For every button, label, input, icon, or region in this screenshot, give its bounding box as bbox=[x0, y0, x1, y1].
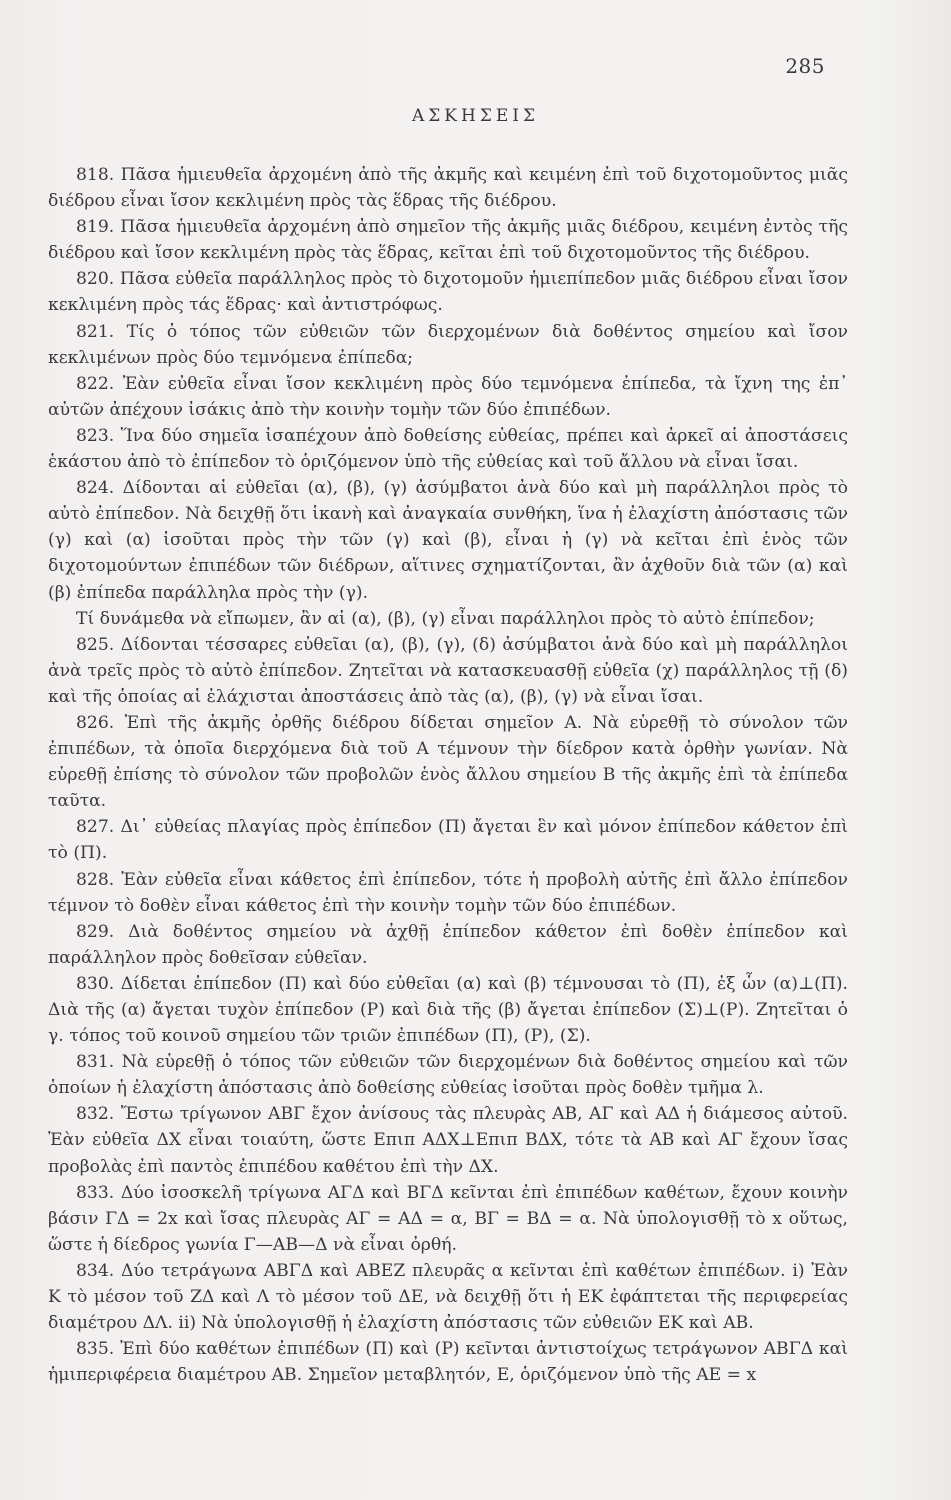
exercise-835 bbox=[48, 1336, 848, 1388]
exercise-number: 818. bbox=[76, 165, 115, 185]
exercise-text: Δι᾽ εὐθείας πλαγίας πρὸς ἐπίπεδον (Π) ἄγεται ἓν καὶ μόνον ἐπίπεδον κάθετον ἐπὶ τὸ (Π). bbox=[48, 817, 848, 864]
exercise-number: 832. bbox=[76, 1104, 115, 1125]
exercise-text: Ἐὰν εὐθεῖα εἶναι ἴσον κεκλιμένη πρὸς δύο τεμνόμενα ἐπίπεδα, τὰ ἴχνη της ἐπ᾽ αὐτῶν ἀπέχουν ἰσάκις ἀπὸ τὴν κοινὴν τομὴν τῶν δύο ἐπιπέδων. bbox=[48, 373, 848, 420]
exercise-825 bbox=[48, 632, 848, 710]
exercise-text: Δίδονται τέσσαρες εὐθεῖαι (α), (β), (γ), (δ) ἀσύμβατοι ἀνὰ δύο καὶ μὴ παράλληλοι ἀνὰ τρεῖς πρὸς τὸ αὐτὸ ἐπίπεδον. Ζητεῖται νὰ κατασκευασθῇ εὐθεῖα (χ) παράλληλος τῇ (δ) καὶ τῆς ὁποίας αἱ ἐλάχισται ἀποστάσεις ἀπὸ τὰς (α), (β), (γ) νὰ εἶναι ἴσαι. bbox=[48, 634, 848, 707]
section-heading: ΑΣΚΗΣΕΙΣ bbox=[412, 106, 539, 126]
exercise-818 bbox=[48, 162, 848, 214]
exercise-820 bbox=[48, 266, 848, 318]
exercise-number: 824. bbox=[76, 478, 115, 499]
exercise-text: Δύο ἰσοσκελῆ τρίγωνα ΑΓΔ καὶ ΒΓΔ κεῖνται ἐπὶ ἐπιπέδων καθέτων, ἔχουν κοινὴν βάσιν ΓΔ = 2x καὶ ἴσας πλευρὰς ΑΓ = ΑΔ = α, ΒΓ = ΒΔ = α. Νὰ ὑπολογισθῇ τὸ x οὕτως, ὥστε ἡ δίεδρος γωνία Γ—ΑΒ—Δ νὰ εἶναι ὀρθή. bbox=[48, 1182, 848, 1255]
exercise-text: Πᾶσα ἡμιευθεῖα ἀρχομένη ἀπὸ σημεῖον τῆς ἀκμῆς μιᾶς διέδρου, κειμένη ἐντὸς τῆς διέδρου καὶ ἴσον κεκλιμένη πρὸς τὰς ἕδρας, κεῖται ἐπὶ τοῦ διχοτομοῦντος τῆς διέδρου. bbox=[48, 217, 848, 264]
exercise-number: 829. bbox=[76, 921, 115, 942]
exercise-827 bbox=[48, 814, 848, 866]
exercise-823 bbox=[48, 423, 848, 475]
exercise-824 bbox=[48, 475, 848, 605]
exercise-text: Πᾶσα ἡμιευθεῖα ἀρχομένη ἀπὸ τῆς ἀκμῆς καὶ κειμένη ἐπὶ τοῦ διχοτομοῦντος μιᾶς διέδρου εἶναι ἴσον κεκλιμένη πρὸς τὰς ἕδρας τῆς διέδρου. bbox=[48, 165, 848, 212]
exercise-824-followup bbox=[48, 606, 848, 632]
exercise-text: Δύο τετράγωνα ΑΒΓΔ καὶ ΑΒΕΖ πλευρᾶς α κεῖνται ἐπὶ καθέτων ἐπιπέδων. i) Ἐὰν Κ τὸ μέσον τοῦ ΖΔ καὶ Λ τὸ μέσον τοῦ ΔΕ, νὰ δειχθῇ ὅτι ἡ ΕΚ ἐφάπτεται τῆς περιφερείας διαμέτρου ΔΛ. ii) Νὰ ὑπολογισθῇ ἡ ἐλαχίστη ἀπόστασις τῶν εὐθειῶν ΕΚ καὶ ΑΒ. bbox=[48, 1260, 848, 1334]
page-number: 285 bbox=[785, 54, 825, 78]
exercise-number: 833. bbox=[76, 1182, 115, 1203]
exercise-text: Πᾶσα εὐθεῖα παράλληλος πρὸς τὸ διχοτομοῦν ἡμιεπίπεδον μιᾶς διέδρου εἶναι ἴσον κεκλιμένη πρὸς τάς ἕδρας· καὶ ἀντιστρόφως. bbox=[48, 269, 848, 316]
exercise-826 bbox=[48, 710, 848, 814]
exercise-number: 825. bbox=[76, 634, 115, 655]
exercise-text: Νὰ εὑρεθῇ ὁ τόπος τῶν εὐθειῶν τῶν διερχομένων διὰ δοθέντος σημείου καὶ τῶν ὁποίων ἡ ἐλαχίστη ἀπόστασις ἀπὸ δοθείσης εὐθείας ἰσοῦται πρὸς δοθὲν τμῆμα λ. bbox=[48, 1052, 848, 1099]
exercise-list bbox=[48, 162, 848, 1388]
exercise-833 bbox=[48, 1180, 848, 1258]
exercise-text: Ἐὰν εὐθεῖα εἶναι κάθετος ἐπὶ ἐπίπεδον, τότε ἡ προβολὴ αὐτῆς ἐπὶ ἄλλο ἐπίπεδον τέμνον τὸ δοθὲν εἶναι κάθετος ἐπὶ τὴν κοινὴν τομὴν τῶν δύο ἐπιπέδων. bbox=[48, 869, 848, 916]
exercise-text: Δίδεται ἐπίπεδον (Π) καὶ δύο εὐθεῖαι (α) καὶ (β) τέμνουσαι τὸ (Π), ἐξ ὧν (α)⊥(Π). Διὰ τῆς (α) ἄγεται τυχὸν ἐπίπεδον (Ρ) καὶ διὰ τῆς (β) ἄγεται ἐπίπεδον (Σ)⊥(Ρ). Ζητεῖται ὁ γ. τόπος τοῦ κοινοῦ σημείου τῶν τριῶν ἐπιπέδων (Π), (Ρ), (Σ). bbox=[48, 973, 848, 1047]
exercise-832 bbox=[48, 1101, 848, 1179]
exercise-number: 827. bbox=[76, 817, 115, 838]
exercise-text: Ἔστω τρίγωνον ΑΒΓ ἔχον ἀνίσους τὰς πλευρὰς ΑΒ, ΑΓ καὶ ΑΔ ἡ διάμεσος αὐτοῦ. Ἐὰν εὐθεῖα ΔΧ εἶναι τοιαύτη, ὥστε Επιπ ΑΔΧ⊥Επιπ ΒΔΧ, τότε τὰ ΑΒ καὶ ΑΓ ἔχουν ἴσας προβολὰς ἐπὶ παντὸς ἐπιπέδου καθέτου ἐπὶ τὴν ΔΧ. bbox=[48, 1104, 848, 1177]
exercise-text: Ἐπὶ δύο καθέτων ἐπιπέδων (Π) καὶ (Ρ) κεῖνται ἀντιστοίχως τετράγωνον ΑΒΓΔ καὶ ἡμιπεριφέρεια διαμέτρου ΑΒ. Σημεῖον μεταβλητόν, Ε, ὁριζόμενον ὑπὸ τῆς ΑΕ = x bbox=[48, 1339, 848, 1386]
exercise-number: 822. bbox=[76, 373, 115, 394]
exercise-number: 821. bbox=[76, 321, 115, 342]
exercise-number: 831. bbox=[76, 1052, 115, 1073]
exercise-number: 820. bbox=[76, 269, 115, 290]
exercise-number: 835. bbox=[76, 1339, 115, 1360]
exercise-number: 826. bbox=[76, 712, 115, 733]
exercise-text: Διὰ δοθέντος σημείου νὰ ἀχθῇ ἐπίπεδον κάθετον ἐπὶ δοθὲν ἐπίπεδον καὶ παράλληλον πρὸς δοθεῖσαν εὐθεῖαν. bbox=[48, 921, 848, 968]
exercise-829 bbox=[48, 919, 848, 971]
exercise-number: 834. bbox=[76, 1260, 115, 1281]
exercise-828 bbox=[48, 867, 848, 919]
exercise-831 bbox=[48, 1049, 848, 1101]
exercise-text: Ἐπὶ τῆς ἀκμῆς ὀρθῆς διέδρου δίδεται σημεῖον Α. Νὰ εὑρεθῇ τὸ σύνολον τῶν ἐπιπέδων, τὰ ὁποῖα διερχόμενα διὰ τοῦ Α τέμνουν τὴν δίεδρον κατὰ ὀρθὴν γωνίαν. Νὰ εὑρεθῇ ἐπίσης τὸ σύνολον τῶν προβολῶν ἑνὸς ἄλλου σημείου Β τῆς ἀκμῆς ἐπὶ τὰ ἐπίπεδα ταῦτα. bbox=[48, 712, 849, 812]
exercise-834 bbox=[48, 1258, 848, 1336]
exercise-830 bbox=[48, 971, 848, 1049]
exercise-text: Τί δυνάμεθα νὰ εἴπωμεν, ἂν αἱ (α), (β), (γ) εἶναι παράλληλοι πρὸς τὸ αὐτὸ ἐπίπεδον; bbox=[76, 608, 815, 629]
exercise-819 bbox=[48, 214, 848, 266]
exercise-number: 819. bbox=[76, 217, 115, 238]
exercise-822 bbox=[48, 371, 848, 423]
exercise-text: Δίδονται αἱ εὐθεῖαι (α), (β), (γ) ἀσύμβατοι ἀνὰ δύο καὶ μὴ παράλληλοι πρὸς τὸ αὐτὸ ἐπίπεδον. Νὰ δειχθῇ ὅτι ἱκανὴ καὶ ἀναγκαία συνθήκη, ἵνα ἡ ἐλαχίστη ἀπόστασις τῶν (γ) καὶ (α) ἰσοῦται πρὸς τὴν τῶν (γ) καὶ (β), εἶναι ἡ (γ) νὰ κεῖται ἐπὶ ἑνὸς τῶν διχοτομούντων ἐπιπέδων τῶν διέδρων, αἵτινες σχηματίζονται, ἂν ἀχθοῦν διὰ τῶν (α) καὶ (β) ἐπίπεδα παράλληλα πρὸς τὴν (γ). bbox=[48, 478, 848, 603]
exercise-text: Ἵνα δύο σημεῖα ἰσαπέχουν ἀπὸ δοθείσης εὐθείας, πρέπει καὶ ἀρκεῖ αἱ ἀποστάσεις ἑκάστου ἀπὸ τὸ ἐπίπεδον τὸ ὁριζόμενον ὑπὸ τῆς εὐθείας καὶ τοῦ ἄλλου νὰ εἶναι ἴσαι. bbox=[48, 425, 848, 473]
exercise-number: 828. bbox=[76, 869, 115, 890]
exercise-821 bbox=[48, 319, 848, 371]
exercise-number: 823. bbox=[76, 425, 115, 446]
exercise-number: 830. bbox=[76, 973, 115, 994]
exercise-text: Τίς ὁ τόπος τῶν εὐθειῶν τῶν διερχομένων διὰ δοθέντος σημείου καὶ ἴσον κεκλιμένων πρὸς δύο τεμνόμενα ἐπίπεδα; bbox=[48, 321, 848, 368]
